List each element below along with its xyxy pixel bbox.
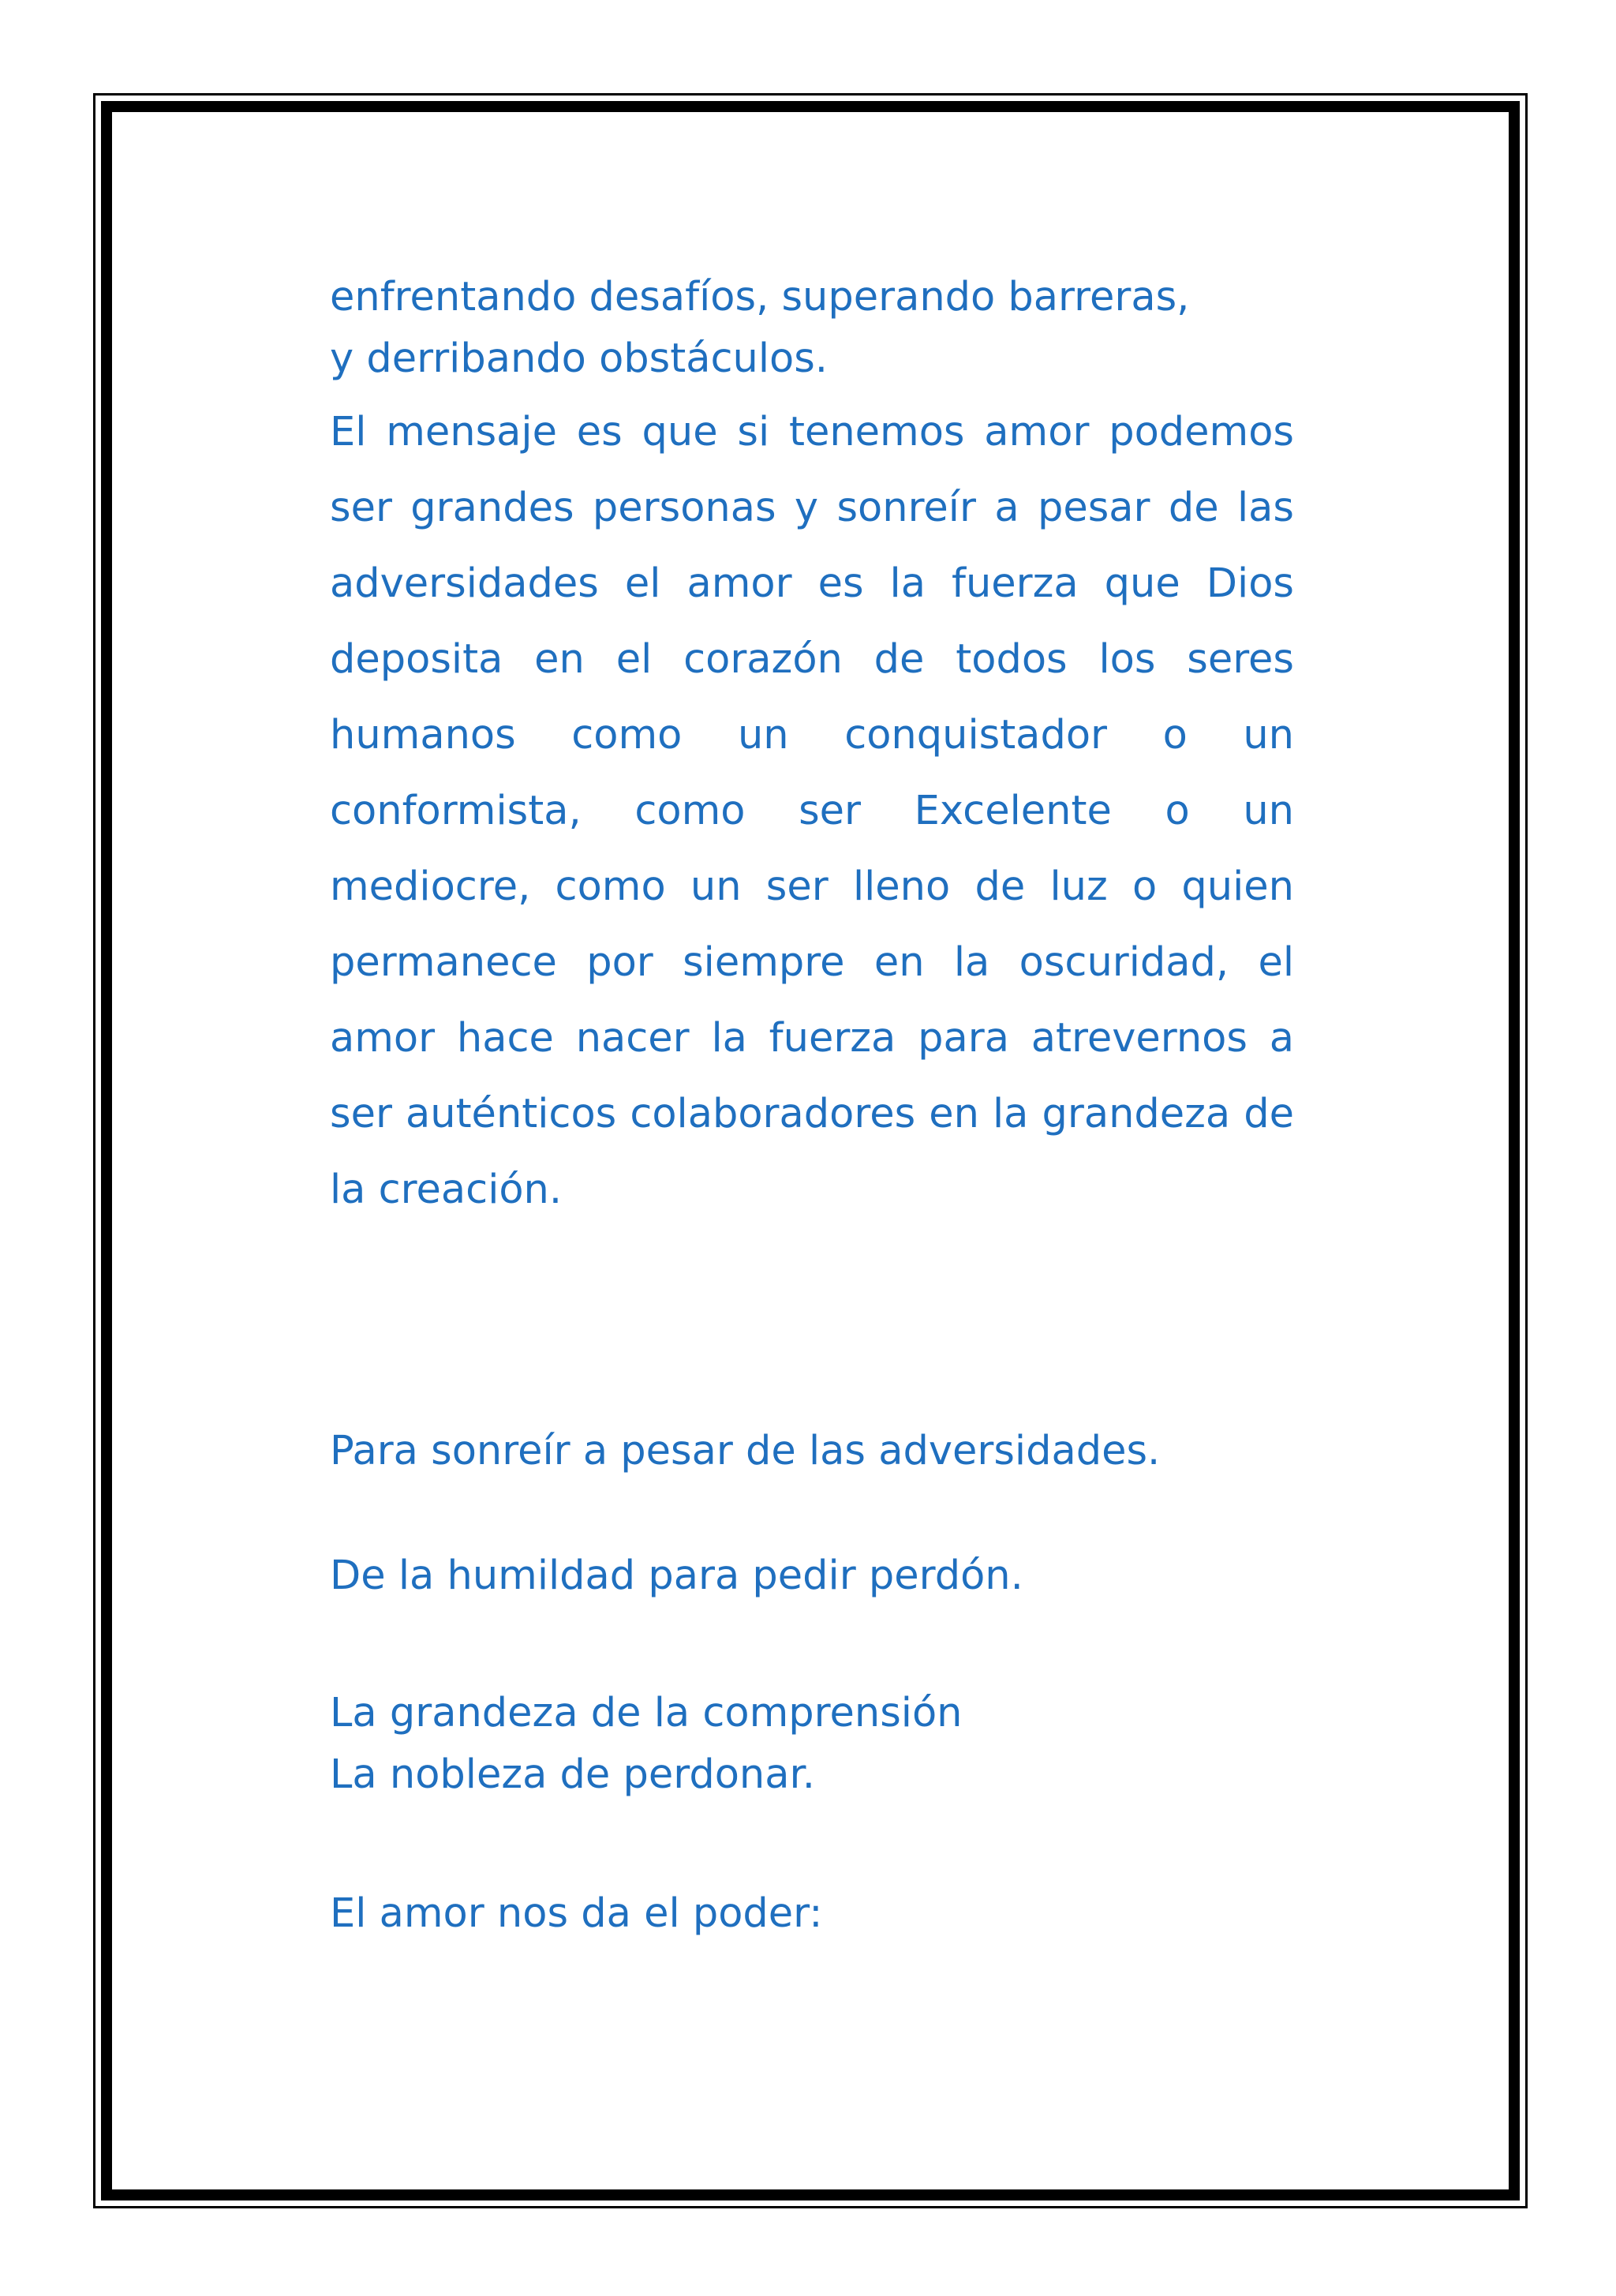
paragraph-greatness [330, 1683, 962, 1806]
paragraph-intro [330, 267, 1294, 390]
text-line: La grandeza de la comprensión [330, 1690, 963, 1736]
paragraph-smile [330, 1421, 1160, 1482]
paragraph-humility [330, 1545, 1023, 1607]
text-line: enfrentando desafíos, superando barreras, [330, 274, 1190, 320]
text-line: De la humildad para pedir perdón. [330, 1553, 1023, 1599]
text-line: La nobleza de perdonar. [330, 1751, 815, 1798]
paragraph-power [330, 1883, 822, 1945]
main-text-block [330, 267, 1294, 1228]
paragraph-message: El mensaje es que si tenemos amor podemos ser grandes personas y sonreír a pesar de las adversidades el amor es la fuerza que Dios deposita en el corazón de todos los seres humanos como un conquistador o un conformista, como ser Excelente o un mediocre, como un ser lleno de luz o quien permanece por siempre en la oscuridad, el amor hace nacer la fuerza para atrevernos a ser auténticos colaboradores en la grandeza de la creación. [330, 409, 1294, 1213]
text-line: El amor nos da el poder: [330, 1890, 823, 1937]
text-line: y derribando obstáculos. [330, 335, 829, 382]
text-line: Para sonreír a pesar de las adversidades. [330, 1428, 1161, 1474]
